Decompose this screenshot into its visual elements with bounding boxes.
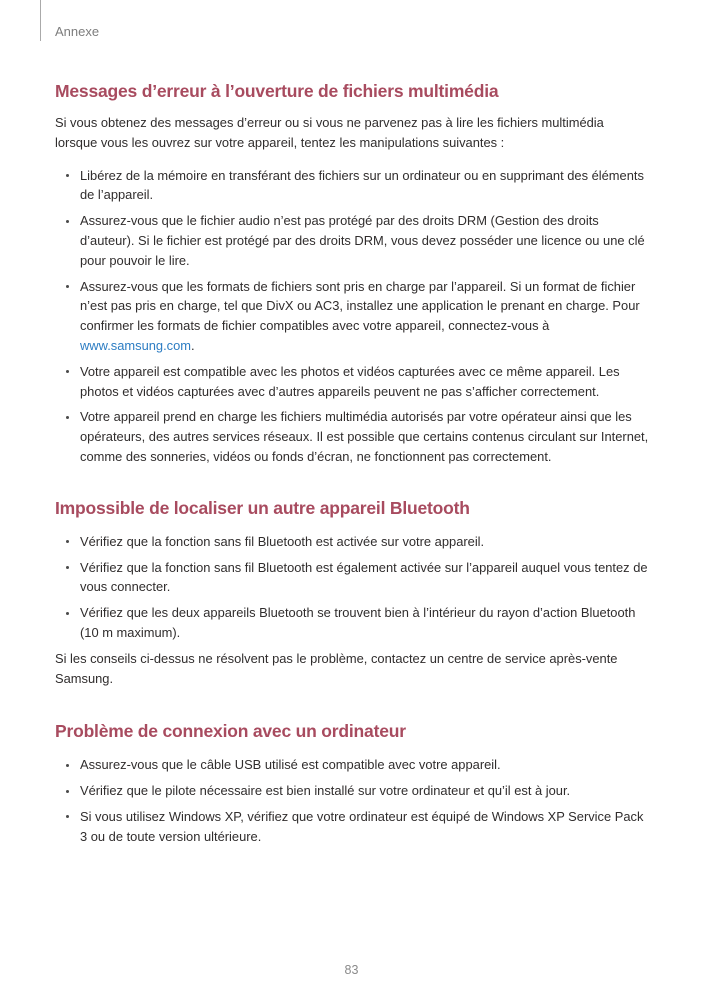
list-item [55, 558, 649, 598]
list-item-text: Votre appareil prend en charge les fichiers multimédia autorisés par votre opérateur ainsi que les opérateurs, des autres services réseaux. Il est possible que certains contenus circulant sur Internet, comme des sonneries, vidéos ou fonds d’écran, ne fonctionnent pas correctement. [80, 409, 649, 464]
section-title-computer-connection: Problème de connexion avec un ordinateur [55, 721, 406, 742]
list-item [55, 166, 649, 206]
list-item-text: Votre appareil est compatible avec les photos et vidéos capturées avec ce même appareil. Les photos et vidéos capturées avec d’autres appareils peuvent ne pas s’afficher correctement. [80, 363, 620, 399]
section-multimedia-errors [55, 81, 649, 467]
list-item [55, 755, 649, 775]
page-content [55, 0, 649, 853]
list-item [55, 532, 649, 552]
list-item [55, 807, 649, 847]
bullet-list [55, 755, 649, 846]
list-item-text: . [191, 337, 195, 353]
running-header: Annexe [55, 24, 100, 39]
section-title-multimedia-errors: Messages d’erreur à l’ouverture de fichiers multimédia [55, 81, 499, 101]
list-item [55, 407, 649, 466]
list-item [55, 211, 649, 270]
page-number: 83 [344, 963, 359, 977]
list-item [55, 362, 649, 402]
list-item-text: Vérifiez que les deux appareils Bluetooth se trouvent bien à l’intérieur du rayon d’action Bluetooth (10 m maximum). [80, 605, 636, 640]
list-item-text: Vérifiez que la fonction sans fil Bluetooth est également activée sur l’appareil auquel vous tentez de vous connecter. [80, 559, 648, 595]
section-intro: Si vous obtenez des messages d’erreur ou si vous ne parvenez pas à lire les fichiers multimédia lorsque vous les ouvrez sur votre appareil, tentez les manipulations suivantes : [55, 115, 604, 150]
header-divider [40, 0, 41, 41]
list-item-text: Si vous utilisez Windows XP, vérifiez que votre ordinateur est équipé de Windows XP Service Pack 3 ou de toute version ultérieure. [80, 808, 644, 844]
section-computer-connection [55, 721, 649, 846]
section-outro: Si les conseils ci-dessus ne résolvent pas le problème, contactez un centre de service après-vente Samsung. [55, 650, 618, 686]
section-bluetooth [55, 498, 649, 689]
samsung-link[interactable]: www.samsung.com [80, 337, 192, 353]
list-item-text: Assurez-vous que le fichier audio n’est pas protégé par des droits DRM (Gestion des droits d’auteur). Si le fichier est protégé par des droits DRM, vous devez posséder une licence ou une clé pour pouvoir le lire. [80, 213, 645, 268]
bullet-list [55, 532, 649, 643]
list-item [55, 781, 649, 801]
list-item-text: Vérifiez que le pilote nécessaire est bien installé sur votre ordinateur et qu’il est à jour. [80, 783, 571, 799]
list-item-text: Assurez-vous que les formats de fichiers sont pris en charge par l’appareil. Si un format de fichier n’est pas pris en charge, tel que DivX ou AC3, installez une application le prenant en charge. Pour confirmer les formats de fichier compatibles avec votre appareil, connectez-vous à [80, 278, 640, 334]
list-item [55, 277, 649, 356]
list-item-text: Libérez de la mémoire en transférant des fichiers sur un ordinateur ou en supprimant des éléments de l’appareil. [80, 167, 644, 203]
bullet-list [55, 166, 649, 467]
section-title-bluetooth: Impossible de localiser un autre appareil Bluetooth [55, 497, 470, 518]
list-item-text: Vérifiez que la fonction sans fil Bluetooth est activée sur votre appareil. [80, 533, 485, 549]
list-item-text: Assurez-vous que le câble USB utilisé est compatible avec votre appareil. [80, 757, 501, 773]
list-item [55, 603, 649, 643]
